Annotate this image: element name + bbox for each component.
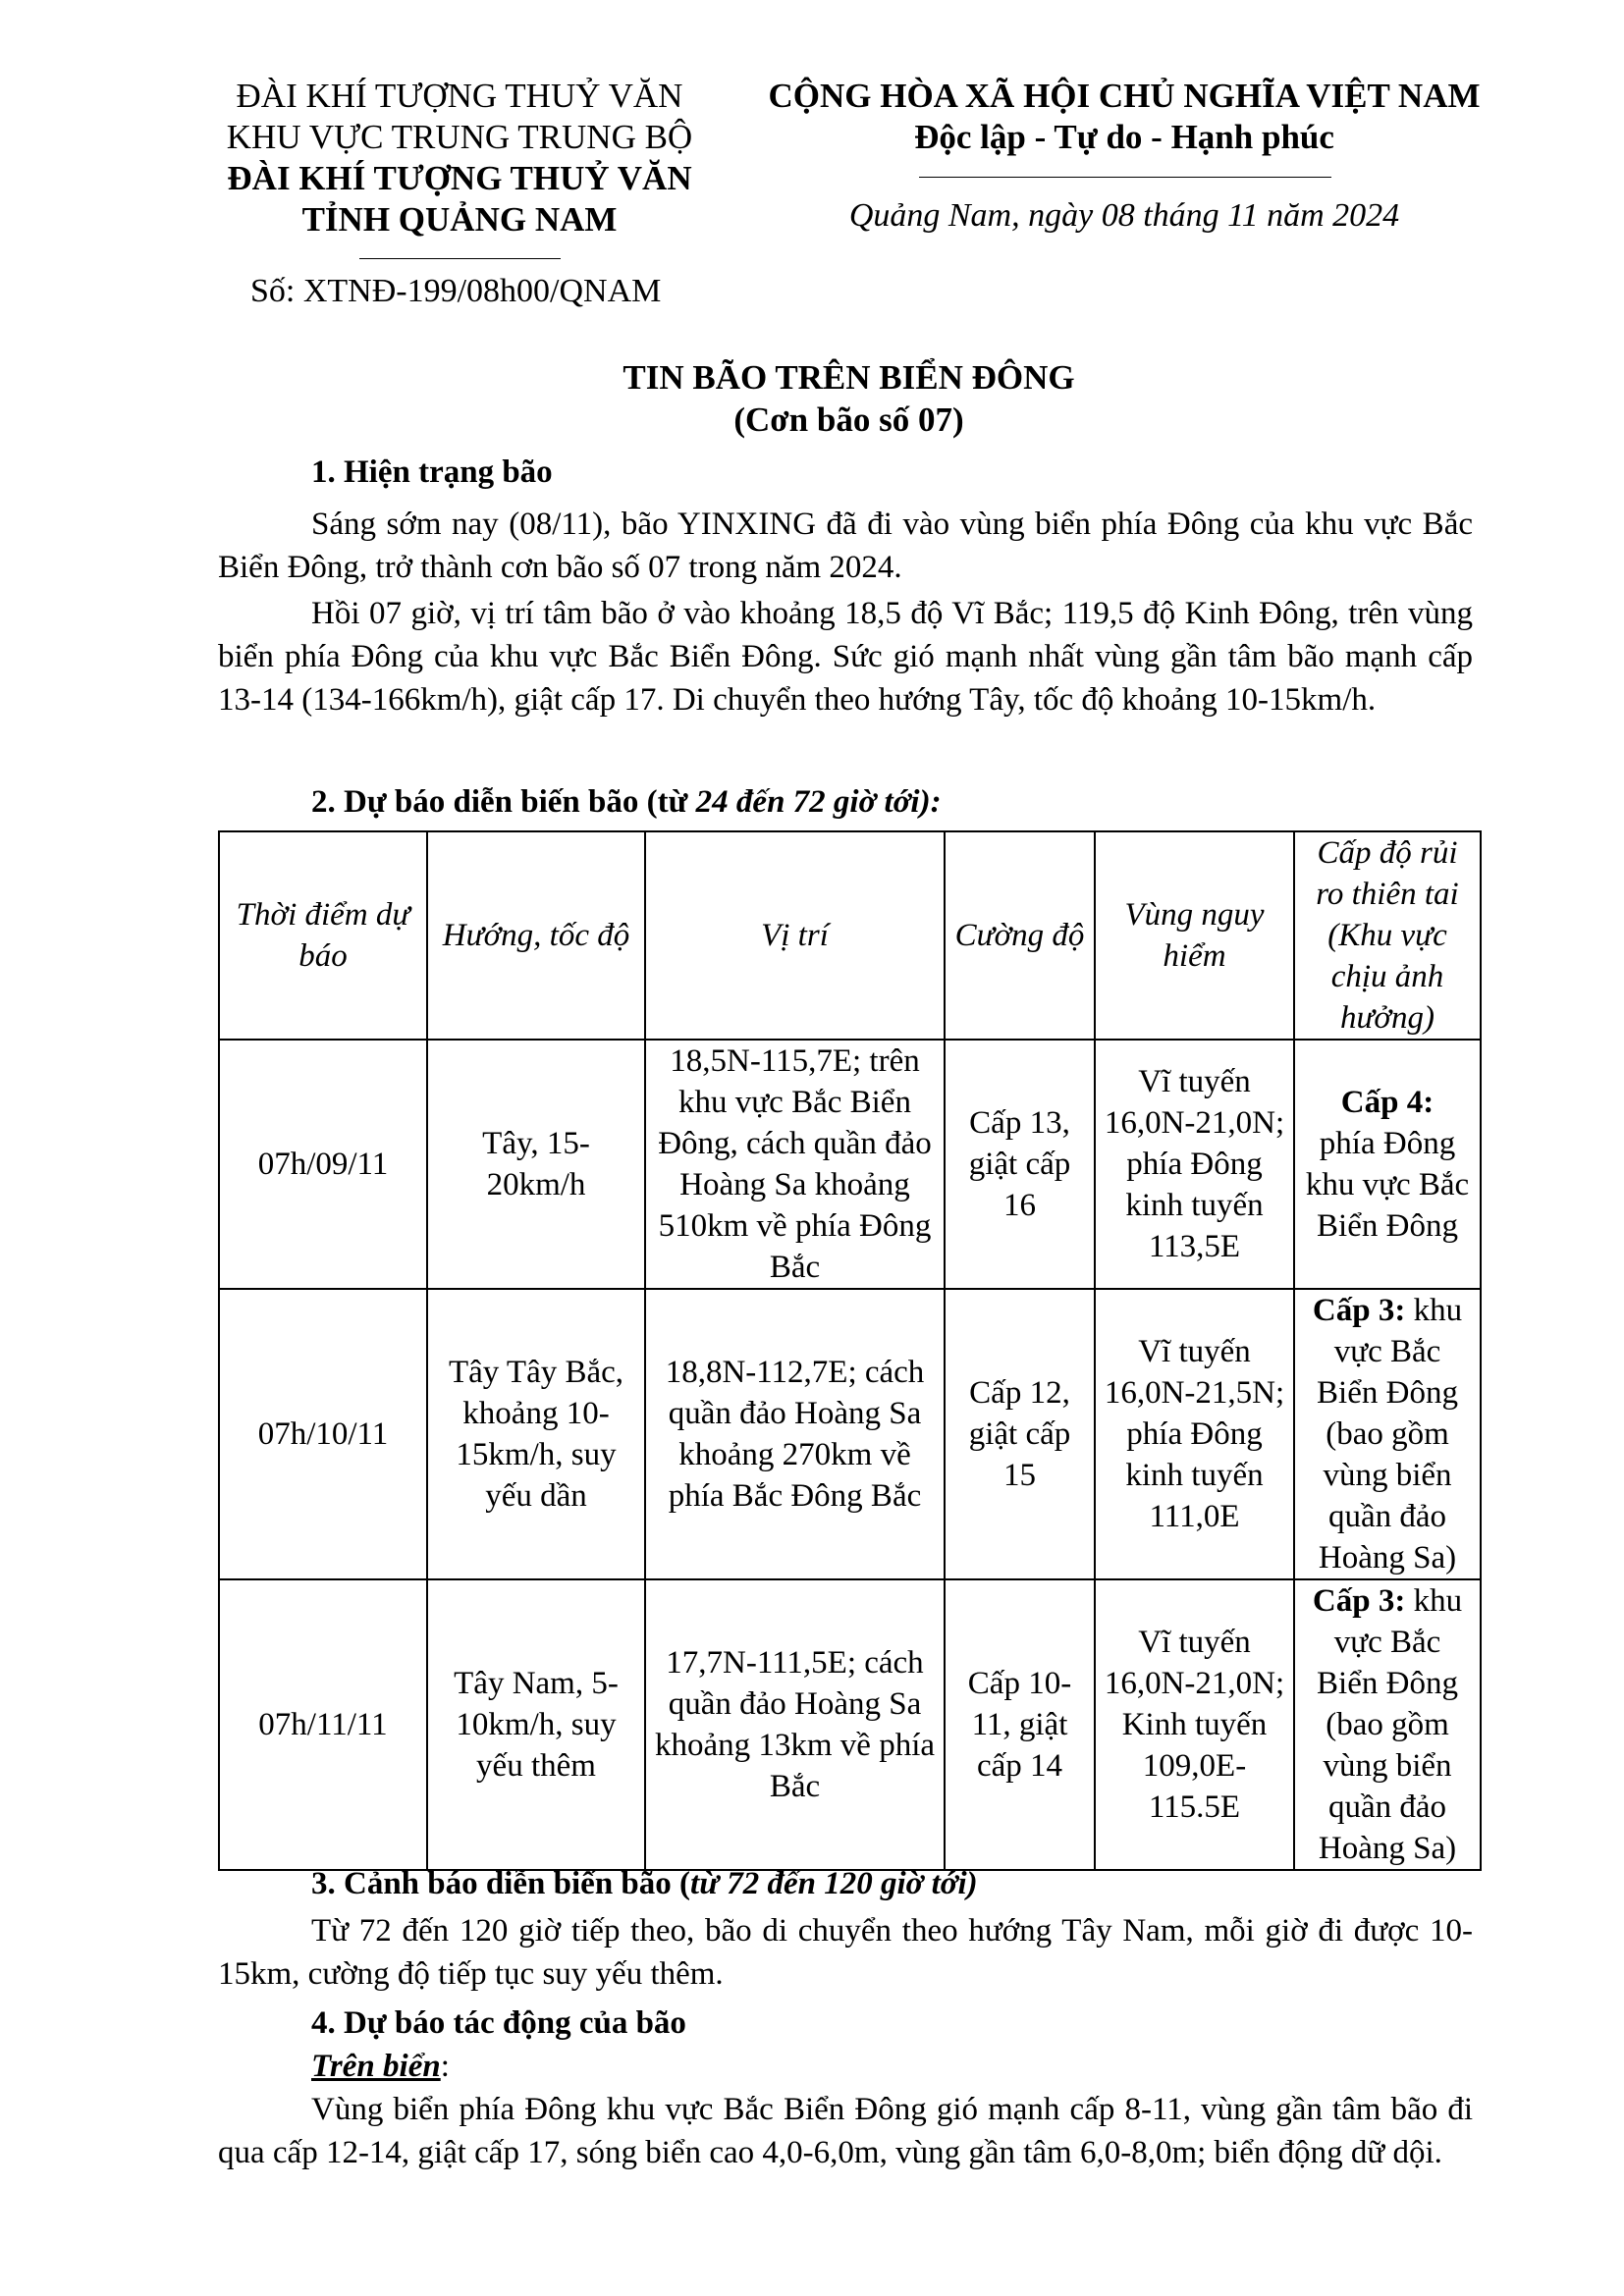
agency-parent-line2: KHU VỰC TRUNG TRUNG BỘ <box>226 118 693 156</box>
document-title: TIN BÃO TRÊN BIỂN ĐÔNG <box>623 358 1075 397</box>
col-header-time: Thời điểm dự báo <box>219 831 427 1040</box>
section2-heading <box>311 780 942 824</box>
section4-subheading <box>311 2045 450 2088</box>
risk-level: Cấp 3: <box>1312 1583 1406 1619</box>
forecast-table <box>218 830 1482 1871</box>
motto-divider <box>919 177 1331 178</box>
republic-name: CỘNG HÒA XÃ HỘI CHỦ NGHĨA VIỆT NAM <box>768 77 1481 115</box>
agency-name-line1: ĐÀI KHÍ TƯỢNG THUỶ VĂN <box>227 159 692 197</box>
cell-time: 07h/11/11 <box>219 1579 427 1870</box>
sea-subheading-text: Trên biển <box>311 2049 441 2084</box>
risk-level: Cấp 4: <box>1340 1085 1435 1120</box>
table-row <box>219 1579 1481 1870</box>
section1-heading: 1. Hiện trạng bão <box>311 454 553 490</box>
section3-heading-range: từ 72 đến 120 giờ tới) <box>690 1866 978 1901</box>
section1-paragraph-2: Hồi 07 giờ, vị trí tâm bão ở vào khoảng 18,5 độ Vĩ Bắc; 119,5 độ Kinh Đông, trên vùng biển phía Đông của khu vực Bắc Biển Đông. Sức gió mạnh nhất vùng gần tâm bão mạnh cấp 13-14 (134-166km/h), giật cấp 17. Di chuyển theo hướng Tây, tốc độ khoảng 10-15km/h. <box>218 596 1473 718</box>
section3-heading <box>311 1862 978 1905</box>
section1-paragraph-1: Sáng sớm nay (08/11), bão YINXING đã đi vào vùng biển phía Đông của khu vực Bắc Biển Đông, trở thành cơn bão số 07 trong năm 2024. <box>218 507 1473 585</box>
cell-risk <box>1294 1040 1481 1289</box>
national-motto: Độc lập - Tự do - Hạnh phúc <box>914 118 1334 156</box>
section2-heading-range: 24 đến 72 giờ tới): <box>695 784 942 820</box>
cell-danger-zone: Vĩ tuyến 16,0N-21,0N; Kinh tuyến 109,0E-115.5E <box>1095 1579 1294 1870</box>
agency-name-line2: TỈNH QUẢNG NAM <box>301 200 618 239</box>
table-row <box>219 1040 1481 1289</box>
cell-danger-zone: Vĩ tuyến 16,0N-21,0N; phía Đông kinh tuyến 113,5E <box>1095 1040 1294 1289</box>
cell-intensity: Cấp 13, giật cấp 16 <box>945 1040 1095 1289</box>
forecast-table-header-row <box>219 831 1481 1040</box>
section4-heading: 4. Dự báo tác động của bão <box>311 2005 686 2041</box>
cell-intensity: Cấp 10-11, giật cấp 14 <box>945 1579 1095 1870</box>
cell-danger-zone: Vĩ tuyến 16,0N-21,5N; phía Đông kinh tuyến 111,0E <box>1095 1289 1294 1579</box>
cell-direction: Tây, 15-20km/h <box>427 1040 645 1289</box>
section4-paragraph-1: Vùng biển phía Đông khu vực Bắc Biển Đông gió mạnh cấp 8-11, vùng gần tâm bão đi qua cấp 12-14, giật cấp 17, sóng biển cao 4,0-6,0m, vùng gần tâm 6,0-8,0m; biển động dữ dội. <box>218 2092 1473 2170</box>
cell-direction: Tây Tây Bắc, khoảng 10-15km/h, suy yếu dần <box>427 1289 645 1579</box>
cell-position: 18,8N-112,7E; cách quần đảo Hoàng Sa khoảng 270km về phía Bắc Đông Bắc <box>645 1289 945 1579</box>
risk-area: khu vực Bắc Biển Đông (bao gồm vùng biển quần đảo Hoàng Sa) <box>1317 1293 1463 1575</box>
section3-heading-text: 3. Cảnh báo diễn biến bão ( <box>311 1866 691 1901</box>
col-header-risk-level: Cấp độ rủi ro thiên tai (Khu vực chịu ảnh hưởng) <box>1294 831 1481 1040</box>
col-header-position: Vị trí <box>645 831 945 1040</box>
table-row <box>219 1289 1481 1579</box>
risk-area: khu vực Bắc Biển Đông (bao gồm vùng biển quần đảo Hoàng Sa) <box>1317 1583 1463 1866</box>
section2-heading-text: 2. Dự báo diễn biến bão (từ <box>311 784 696 820</box>
cell-position: 17,7N-111,5E; cách quần đảo Hoàng Sa khoảng 13km về phía Bắc <box>645 1579 945 1870</box>
cell-time: 07h/10/11 <box>219 1289 427 1579</box>
cell-risk <box>1294 1289 1481 1579</box>
cell-intensity: Cấp 12, giật cấp 15 <box>945 1289 1095 1579</box>
national-heading-block <box>736 76 1512 158</box>
cell-time: 07h/09/11 <box>219 1040 427 1289</box>
document-subtitle: (Cơn bão số 07) <box>733 400 964 439</box>
cell-position: 18,5N-115,7E; trên khu vực Bắc Biển Đông, cách quần đảo Hoàng Sa khoảng 510km về phía Đông Bắc <box>645 1040 945 1289</box>
agency-parent-line1: ĐÀI KHÍ TƯỢNG THUỶ VĂN <box>236 77 683 115</box>
agency-block <box>204 76 715 240</box>
risk-level: Cấp 3: <box>1312 1293 1406 1328</box>
risk-area: phía Đông khu vực Bắc Biển Đông <box>1305 1126 1470 1244</box>
agency-divider <box>359 258 561 259</box>
section3-paragraph-1: Từ 72 đến 120 giờ tiếp theo, bão di chuyển theo hướng Tây Nam, mỗi giờ đi được 10-15km, cường độ tiếp tục suy yếu thêm. <box>218 1913 1473 1992</box>
sea-subheading-suffix: : <box>440 2049 450 2084</box>
document-number: Số: XTNĐ-199/08h00/QNAM <box>250 273 662 309</box>
col-header-danger-zone: Vùng nguy hiểm <box>1095 831 1294 1040</box>
cell-risk <box>1294 1579 1481 1870</box>
col-header-direction: Hướng, tốc độ <box>427 831 645 1040</box>
place-date: Quảng Nam, ngày 08 tháng 11 năm 2024 <box>848 197 1400 234</box>
col-header-intensity: Cường độ <box>945 831 1095 1040</box>
cell-direction: Tây Nam, 5-10km/h, suy yếu thêm <box>427 1579 645 1870</box>
